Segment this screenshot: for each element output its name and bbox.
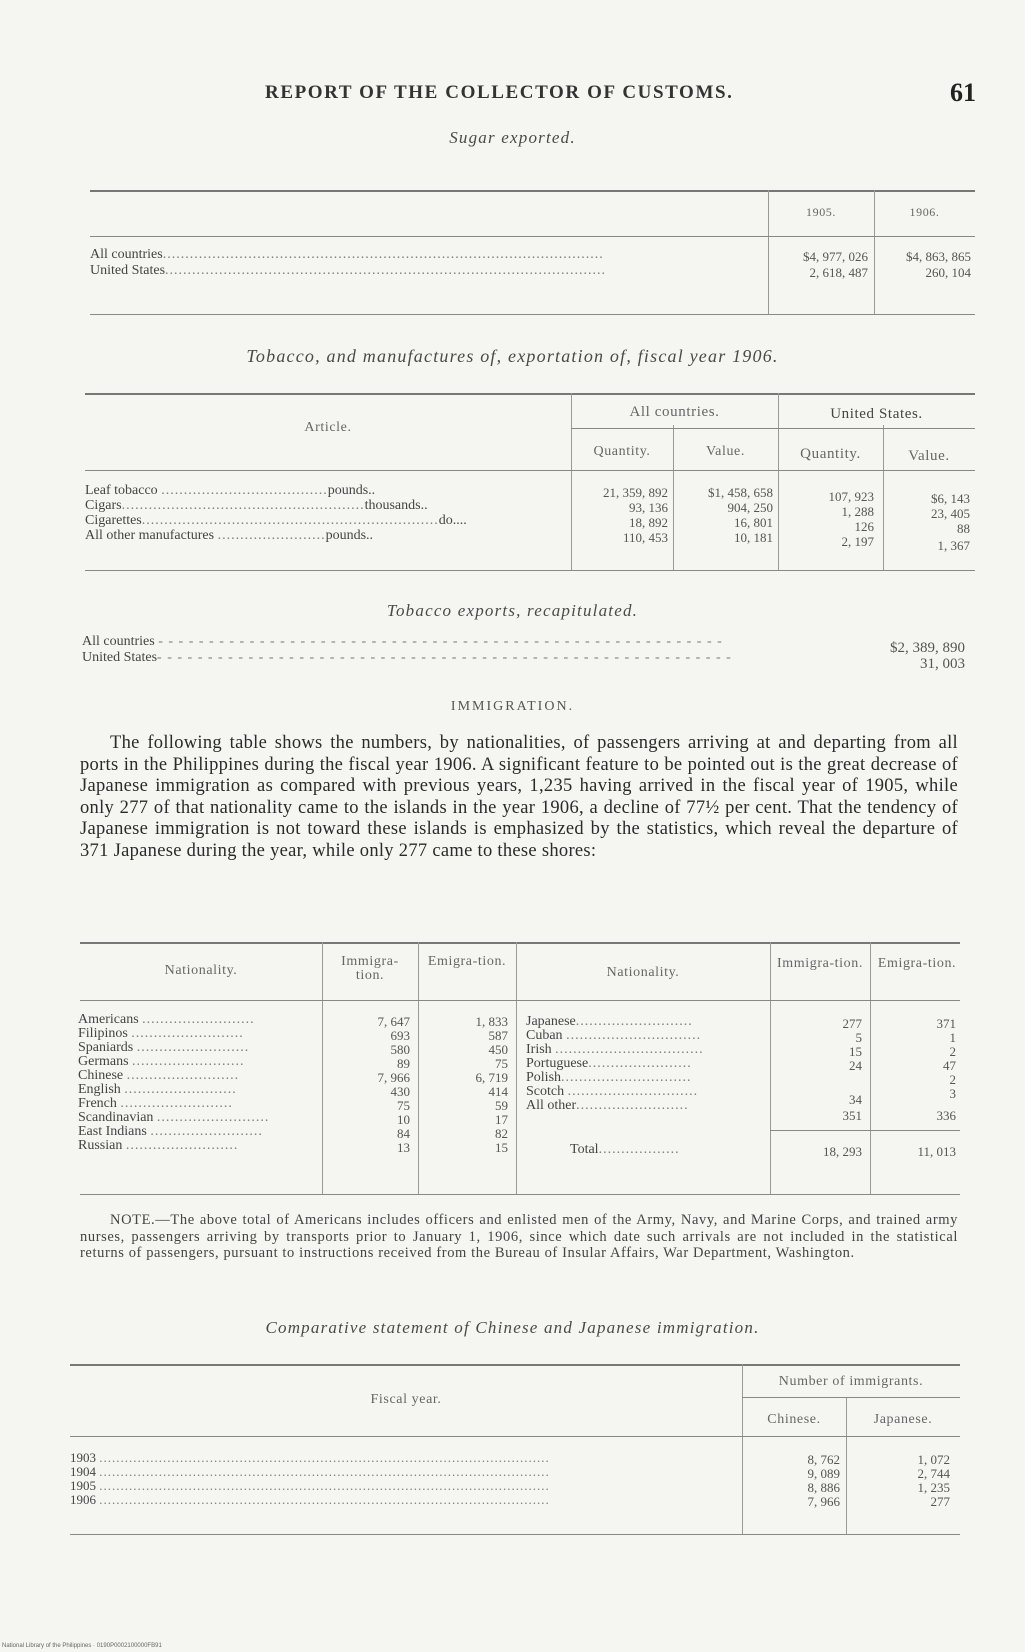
immigration-count: 430 bbox=[390, 1084, 410, 1099]
immigration-count: 693 bbox=[390, 1028, 410, 1043]
immigration-count: 277 bbox=[842, 1016, 862, 1031]
emigration-count: 1 bbox=[949, 1030, 956, 1045]
sugar-top-rule bbox=[90, 190, 975, 192]
emigration-count: 6, 719 bbox=[475, 1070, 508, 1085]
emigration-count: 47 bbox=[943, 1058, 956, 1073]
emigration-count: 59 bbox=[495, 1098, 508, 1113]
total-immigration: 18, 293 bbox=[823, 1144, 862, 1159]
chinese-count: 7, 966 bbox=[807, 1494, 840, 1509]
recap-row-label: United States- - - - - - - - - - - - - - - - - - - - - - - - - - - - - - - - - - - - - - - - - - - - - - - - - - - - - - - - - bbox=[82, 650, 732, 665]
emigration-count: 15 bbox=[495, 1140, 508, 1155]
tobacco-value: 18, 892 bbox=[629, 515, 668, 530]
immigration-count: 7, 966 bbox=[377, 1070, 410, 1085]
emigration-count: 336 bbox=[936, 1108, 956, 1123]
total-label: Total.................. bbox=[570, 1142, 680, 1157]
tobacco-value: 110, 453 bbox=[622, 530, 668, 545]
nationality-name: Scotch ............................. bbox=[526, 1084, 699, 1099]
immigration-count: 10 bbox=[397, 1112, 410, 1127]
japanese-count: 277 bbox=[930, 1494, 950, 1509]
running-head bbox=[0, 78, 1025, 114]
tobacco-value: 1, 367 bbox=[937, 538, 970, 553]
tobacco-col-value-us: Value. bbox=[908, 448, 950, 464]
number-of-immigrants-header: Number of immigrants. bbox=[778, 1374, 924, 1389]
col-nationality-right: Nationality. bbox=[606, 965, 680, 980]
nationality-name: Americans ......................... bbox=[78, 1012, 255, 1027]
recap-row-label: All countries - - - - - - - - - - - - - - - - - - - - - - - - - - - - - - - - - - - - - - - - - - - - - - - - - - - - - - - - bbox=[82, 634, 723, 649]
tobacco-row-label: Cigars......................................................thousands.. bbox=[85, 498, 428, 513]
tobacco-row-label: Cigarettes..................................................................do.... bbox=[85, 513, 467, 528]
immigration-paragraph: The following table shows the numbers, by nationalities, of passengers arriving at and departing from all ports in the Philippines during the fiscal year 1906. A significant feature to be pointed out is the great decrease of Japanese immigration as compared with previous years, 1,235 having arrived in the fiscal year of 1905, while only 277 of that nationality came to the islands in the year 1906, a decline of 77½ per cent. That the tendency of Japanese immigration is not toward these islands is emphasized by the statistics, which reveal the departure of 371 Japanese during the year, while only 277 came to these shores: bbox=[80, 733, 958, 861]
col-japanese: Japanese. bbox=[873, 1412, 933, 1427]
col-fiscal-year: Fiscal year. bbox=[370, 1392, 442, 1407]
emigration-count: 371 bbox=[936, 1016, 956, 1031]
emigration-count: 450 bbox=[488, 1042, 508, 1057]
nationality-name: Polish............................. bbox=[526, 1070, 692, 1085]
page-number: 61 bbox=[950, 78, 976, 107]
immigration-note: NOTE.—The above total of Americans includes officers and enlisted men of the Army, Navy, and Marine Corps, and trained army nurses, passengers arriving by transports prior to January 1, 1906, since which date such arrivals are not included in the statistical returns of passengers, pursuant to instructions received from the Bureau of Insular Affairs, War Department, Washington. bbox=[80, 1212, 958, 1261]
emigration-count: 587 bbox=[488, 1028, 508, 1043]
tobacco-row-label: All other manufactures ........................pounds.. bbox=[85, 528, 374, 543]
tobacco-value: 21, 359, 892 bbox=[603, 485, 668, 500]
col-nationality-left: Nationality. bbox=[164, 963, 238, 978]
nationality-name: Chinese ......................... bbox=[78, 1068, 240, 1083]
chinese-count: 9, 089 bbox=[807, 1466, 840, 1481]
nationality-name: Germans ......................... bbox=[78, 1054, 245, 1069]
nationality-name: English ......................... bbox=[78, 1082, 237, 1097]
japanese-count: 1, 072 bbox=[917, 1452, 950, 1467]
immigration-count: 75 bbox=[397, 1098, 410, 1113]
comparative-caption: Comparative statement of Chinese and Japanese immigration. bbox=[265, 1318, 760, 1337]
japanese-count: 1, 235 bbox=[917, 1480, 950, 1495]
sugar-caption: Sugar exported. bbox=[449, 128, 576, 147]
immigration-count: 24 bbox=[849, 1058, 862, 1073]
sugar-value: $4, 863, 865 bbox=[906, 249, 971, 264]
fiscal-year-label: 1906 .......................................................................................................... bbox=[70, 1492, 550, 1507]
tobacco-value: 107, 923 bbox=[828, 489, 874, 504]
japanese-count: 2, 744 bbox=[917, 1466, 950, 1481]
tobacco-row-label: Leaf tobacco .....................................pounds.. bbox=[85, 483, 376, 498]
col-chinese: Chinese. bbox=[767, 1412, 821, 1427]
immigration-heading: IMMIGRATION. bbox=[450, 699, 575, 714]
col-immigration-left: Immigra-tion. bbox=[341, 954, 399, 983]
tobacco-value: 2, 197 bbox=[841, 534, 874, 549]
tobacco-caption: Tobacco, and manufactures of, exportation of, fiscal year 1906. bbox=[246, 346, 779, 366]
fiscal-year-label: 1903 .......................................................................................................... bbox=[70, 1450, 550, 1465]
nationality-name: East Indians ......................... bbox=[78, 1124, 263, 1139]
tobacco-col-value: Value. bbox=[706, 444, 745, 459]
immigration-count: 351 bbox=[842, 1108, 862, 1123]
immigration-count: 5 bbox=[855, 1030, 862, 1045]
emigration-count: 414 bbox=[488, 1084, 508, 1099]
chinese-count: 8, 762 bbox=[807, 1452, 840, 1467]
fiscal-year-label: 1904 .......................................................................................................... bbox=[70, 1464, 550, 1479]
nationality-name: Irish ................................. bbox=[526, 1042, 704, 1057]
immigration-count: 13 bbox=[397, 1140, 410, 1155]
tobacco-value: 10, 181 bbox=[734, 530, 773, 545]
nationality-name: Japanese.......................... bbox=[526, 1014, 693, 1029]
sugar-row-label: United States.................................................................................................. bbox=[90, 263, 607, 278]
tobacco-value: 88 bbox=[957, 521, 970, 536]
nationality-name: Cuban .............................. bbox=[526, 1028, 702, 1043]
immigration-count: 15 bbox=[849, 1044, 862, 1059]
tobacco-group-us: United States. bbox=[830, 406, 923, 422]
tobacco-col-quantity-us: Quantity. bbox=[800, 446, 861, 462]
immigration-count: 34 bbox=[849, 1092, 862, 1107]
tobacco-value: $6, 143 bbox=[931, 491, 970, 506]
tobacco-group-all: All countries. bbox=[629, 404, 720, 420]
tobacco-col-quantity: Quantity. bbox=[593, 444, 651, 459]
tobacco-value: 23, 405 bbox=[931, 506, 970, 521]
tobacco-value: 1, 288 bbox=[841, 504, 874, 519]
chinese-count: 8, 886 bbox=[807, 1480, 840, 1495]
col-emigration-right: Emigra-tion. bbox=[877, 956, 957, 971]
tobacco-value: 904, 250 bbox=[727, 500, 773, 515]
nationality-name: French ......................... bbox=[78, 1096, 233, 1111]
tobacco-value: 16, 801 bbox=[734, 515, 773, 530]
nationality-name: Portuguese....................... bbox=[526, 1056, 692, 1071]
tobacco-article-header: Article. bbox=[304, 420, 352, 435]
emigration-count: 3 bbox=[949, 1086, 956, 1101]
nationality-name: Scandinavian ......................... bbox=[78, 1110, 270, 1125]
emigration-count: 1, 833 bbox=[475, 1014, 508, 1029]
nationality-name: Spaniards ......................... bbox=[78, 1040, 250, 1055]
library-watermark: National Library of the Philippines · 0190P0002100000FB91 bbox=[2, 1643, 162, 1649]
immigration-count: 580 bbox=[390, 1042, 410, 1057]
total-emigration: 11, 013 bbox=[917, 1144, 956, 1159]
tobacco-value: 93, 136 bbox=[629, 500, 668, 515]
recap-value: $2, 389, 890 bbox=[890, 640, 965, 656]
emigration-count: 75 bbox=[495, 1056, 508, 1071]
col-emigration-left: Emigra-tion. bbox=[427, 954, 507, 969]
emigration-count: 2 bbox=[949, 1044, 956, 1059]
emigration-count: 17 bbox=[495, 1112, 508, 1127]
immigration-count: 7, 647 bbox=[377, 1014, 410, 1029]
fiscal-year-label: 1905 .......................................................................................................... bbox=[70, 1478, 550, 1493]
recap-caption: Tobacco exports, recapitulated. bbox=[386, 601, 639, 620]
emigration-count: 82 bbox=[495, 1126, 508, 1141]
sugar-value: 260, 104 bbox=[925, 265, 971, 280]
col-immigration-right: Immigra-tion. bbox=[777, 956, 863, 971]
sugar-col-1905: 1905. bbox=[806, 205, 836, 219]
sugar-value: $4, 977, 026 bbox=[803, 249, 868, 264]
emigration-count: 2 bbox=[949, 1072, 956, 1087]
tobacco-value: $1, 458, 658 bbox=[708, 485, 773, 500]
recap-value: 31, 003 bbox=[920, 656, 965, 672]
tobacco-value: 126 bbox=[854, 519, 874, 534]
sugar-value: 2, 618, 487 bbox=[809, 265, 868, 280]
sugar-col-1906: 1906. bbox=[909, 205, 940, 219]
report-title: REPORT OF THE COLLECTOR OF CUSTOMS. bbox=[265, 82, 734, 103]
nationality-name: Russian ......................... bbox=[78, 1138, 239, 1153]
nationality-name: Filipinos ......................... bbox=[78, 1026, 244, 1041]
immigration-count: 84 bbox=[397, 1126, 410, 1141]
immigration-count: 89 bbox=[397, 1056, 410, 1071]
nationality-name: All other......................... bbox=[526, 1098, 689, 1113]
sugar-row-label: All countries.................................................................................................. bbox=[90, 247, 604, 262]
